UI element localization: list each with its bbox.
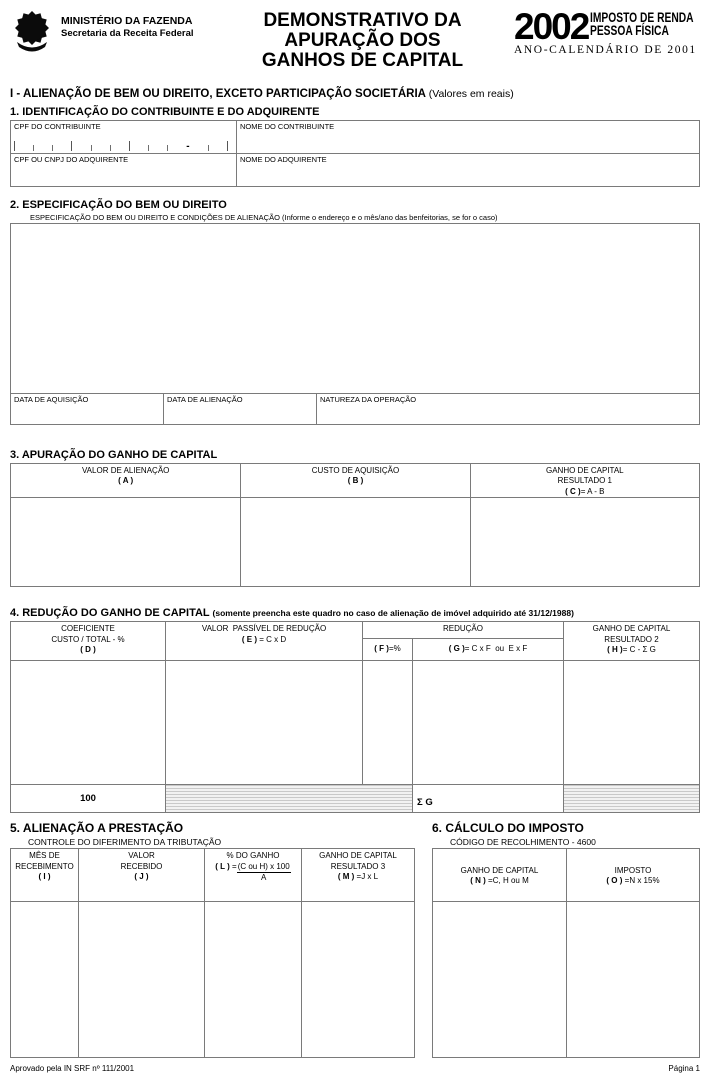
imposto-o-input[interactable] bbox=[566, 902, 699, 1057]
ganho-capital-h-input[interactable] bbox=[563, 661, 699, 784]
col-n-label: GANHO DE CAPITAL bbox=[460, 865, 539, 875]
col-c-formula: = A - B bbox=[580, 486, 605, 496]
section4-total-row bbox=[11, 784, 699, 812]
col-i-key: ( I ) bbox=[38, 871, 51, 881]
section4-title-text: 4. REDUÇÃO DO GANHO DE CAPITAL bbox=[10, 607, 210, 620]
section4-body bbox=[11, 661, 699, 784]
col-e-formula: = C x D bbox=[256, 634, 287, 644]
mes-recebimento-header bbox=[11, 849, 78, 901]
hatched-area bbox=[165, 785, 412, 812]
col-n-key: ( N ) bbox=[470, 876, 486, 886]
coeficiente-d-input[interactable] bbox=[11, 661, 165, 784]
col-f-header bbox=[362, 638, 412, 660]
reducao-header bbox=[362, 622, 563, 638]
custo-aquisicao-b-input[interactable] bbox=[240, 498, 469, 586]
section1-title: 1. IDENTIFICAÇÃO DO CONTRIBUINTE E DO ADQUIRENTE bbox=[10, 106, 320, 118]
col-g-key: ( G ) bbox=[448, 644, 465, 654]
cpf-tick bbox=[148, 145, 149, 151]
tax-name bbox=[590, 10, 694, 38]
section6-body bbox=[433, 902, 699, 1057]
ganho-capital-2-header bbox=[563, 622, 699, 660]
col-c-label1: GANHO DE CAPITAL bbox=[545, 466, 624, 475]
section5-header bbox=[11, 849, 414, 902]
col-d-label2: CUSTO / TOTAL - % bbox=[51, 634, 125, 644]
cpf-tick bbox=[227, 141, 228, 151]
col-l-equals: = bbox=[229, 861, 237, 871]
reducao-g-input[interactable] bbox=[412, 661, 563, 784]
col-g-formula: = C x F ou E x F bbox=[464, 644, 528, 654]
cpf-cnpj-adquirente-input[interactable] bbox=[11, 154, 236, 186]
valor-recebido-j-input[interactable] bbox=[78, 902, 204, 1057]
year-block bbox=[514, 8, 700, 56]
section2-bottom-row bbox=[11, 393, 699, 424]
section4-title-note: (somente preencha este quadro no caso de alienação de imóvel adquirido até 31/12/1988) bbox=[212, 608, 574, 619]
section1-row2 bbox=[11, 153, 699, 186]
section3-table bbox=[10, 463, 700, 587]
coeficiente-header bbox=[11, 622, 165, 660]
col-e-label: VALOR PASSÍVEL DE REDUÇÃO bbox=[201, 624, 327, 634]
section6-header bbox=[433, 849, 699, 902]
col-b-key: ( B ) bbox=[347, 476, 364, 486]
cpf-tick bbox=[129, 141, 130, 151]
col-j-label2: RECEBIDO bbox=[120, 861, 163, 871]
values-note: (Valores em reais) bbox=[428, 88, 514, 100]
cpf-tick bbox=[33, 145, 34, 151]
col-c-label2: RESULTADO 1 bbox=[557, 476, 613, 486]
cpf-contribuinte-label: CPF DO CONTRIBUINTE bbox=[14, 122, 101, 131]
nome-adquirente-label: NOME DO ADQUIRENTE bbox=[240, 155, 327, 164]
col-j-key: ( J ) bbox=[134, 871, 149, 881]
part-i-title: I - ALIENAÇÃO DE BEM OU DIREITO, EXCETO PARTICIPAÇÃO SOCIETÁRIA bbox=[10, 88, 426, 100]
ganho-capital-1-header bbox=[470, 464, 699, 497]
section1-table bbox=[10, 120, 700, 187]
section1-row1 bbox=[11, 121, 699, 153]
section4-title bbox=[10, 607, 700, 619]
form-title-line2: APURAÇÃO DOS bbox=[284, 30, 441, 52]
col-h-formula: = C - Σ G bbox=[622, 644, 656, 654]
col-l-fraction bbox=[237, 862, 291, 884]
form-header bbox=[10, 8, 700, 82]
ganho-capital-c-input[interactable] bbox=[470, 498, 699, 586]
valor-alienacao-a-input[interactable] bbox=[11, 498, 240, 586]
col-l-label: % DO GANHO bbox=[226, 851, 280, 861]
ministry-name: MINISTÉRIO DA FAZENDA bbox=[61, 15, 193, 27]
col-a-label: VALOR DE ALIENAÇÃO bbox=[81, 466, 170, 475]
cpf-digit-separators bbox=[14, 140, 228, 151]
percent-ganho-header bbox=[204, 849, 301, 901]
col-g-header bbox=[412, 638, 563, 660]
col-l-numerator: (C ou H) x 100 bbox=[237, 862, 291, 873]
nome-contribuinte-label: NOME DO CONTRIBUINTE bbox=[240, 122, 335, 131]
col-e-key: ( E ) bbox=[241, 634, 257, 644]
ganho-capital-m-input[interactable] bbox=[301, 902, 414, 1057]
cpf-tick bbox=[110, 145, 111, 151]
ministry-block bbox=[61, 8, 211, 39]
col-a-key: ( A ) bbox=[118, 476, 134, 486]
col-l-denominator: A bbox=[261, 872, 267, 882]
cpf-tick bbox=[52, 145, 53, 151]
col-h-label1: GANHO DE CAPITAL bbox=[592, 624, 671, 634]
ganho-capital-n-input[interactable] bbox=[433, 902, 566, 1057]
percent-ganho-l-input[interactable] bbox=[204, 902, 301, 1057]
natureza-operacao-input[interactable] bbox=[316, 394, 699, 424]
valor-passivel-header bbox=[165, 622, 362, 660]
col-d-key: ( D ) bbox=[80, 644, 96, 654]
valor-recebido-header bbox=[78, 849, 204, 901]
cpf-tick bbox=[91, 145, 92, 151]
section4-table bbox=[10, 621, 700, 813]
page-number: Página 1 bbox=[668, 1064, 700, 1074]
valor-passivel-e-input[interactable] bbox=[165, 661, 362, 784]
section5 bbox=[10, 821, 415, 1058]
form-title bbox=[211, 8, 514, 71]
col-j-label1: VALOR bbox=[128, 851, 155, 861]
sections-5-6-row bbox=[10, 821, 700, 1058]
data-aquisicao-label: DATA DE AQUISIÇÃO bbox=[14, 395, 89, 404]
form-title-line1: DEMONSTRATIVO DA bbox=[263, 10, 462, 31]
part-i-heading bbox=[10, 88, 700, 100]
calendar-year-line: ANO-CALENDÁRIO DE 2001 bbox=[514, 44, 697, 57]
cpf-tick bbox=[167, 145, 168, 151]
custo-aquisicao-header bbox=[240, 464, 469, 497]
section6-title: 6. CÁLCULO DO IMPOSTO bbox=[432, 821, 584, 836]
imposto-header bbox=[566, 849, 699, 901]
section5-body bbox=[11, 902, 414, 1057]
sigma-g-label: Σ G bbox=[417, 797, 433, 809]
col-l-key: ( L ) bbox=[215, 861, 230, 871]
natureza-operacao-label: NATUREZA DA OPERAÇÃO bbox=[320, 395, 417, 404]
especificacao-textarea[interactable] bbox=[11, 224, 699, 393]
valor-alienacao-header bbox=[11, 464, 240, 497]
col-h-key: ( H ) bbox=[607, 644, 623, 654]
section2-box bbox=[10, 223, 700, 425]
data-alienacao-input[interactable] bbox=[163, 394, 316, 424]
coeficiente-total-value: 100 bbox=[80, 793, 96, 805]
tax-name-line2: PESSOA FÍSICA bbox=[590, 22, 670, 38]
reducao-label: REDUÇÃO bbox=[442, 624, 483, 634]
hatched-area bbox=[563, 785, 699, 812]
especificacao-label: ESPECIFICAÇÃO DO BEM OU DIREITO E CONDIÇÕES DE ALIENAÇÃO (Informe o endereço e o mês/ano das benfeitorias, se for o caso) bbox=[30, 213, 498, 222]
col-f-key: ( F ) bbox=[374, 644, 389, 654]
col-i-label2: RECEBIMENTO bbox=[15, 861, 74, 871]
cpf-contribuinte-input[interactable] bbox=[11, 121, 236, 153]
col-m-label1: GANHO DE CAPITAL bbox=[319, 851, 397, 861]
section5-subtitle: CONTROLE DO DIFERIMENTO DA TRIBUTAÇÃO bbox=[28, 837, 222, 848]
cpf-cnpj-adquirente-label: CPF OU CNPJ DO ADQUIRENTE bbox=[14, 155, 129, 164]
col-o-label: IMPOSTO bbox=[614, 865, 652, 875]
exercise-year: 2002 bbox=[514, 6, 589, 47]
cpf-dash: - bbox=[186, 141, 190, 152]
approval-note: Aprovado pela IN SRF nº 111/2001 bbox=[10, 1064, 135, 1074]
ganho-capital-3-header bbox=[301, 849, 414, 901]
col-h-label2: RESULTADO 2 bbox=[604, 634, 659, 644]
section6 bbox=[432, 821, 700, 1058]
data-aquisicao-input[interactable] bbox=[11, 394, 163, 424]
secretariat-name: Secretaria da Receita Federal bbox=[61, 27, 194, 39]
col-i-label1: MÊS DE bbox=[29, 851, 60, 861]
col-f-formula: =% bbox=[388, 644, 401, 654]
col-b-label: CUSTO DE AQUISIÇÃO bbox=[311, 466, 400, 475]
col-n-formula: =C, H ou M bbox=[485, 876, 529, 886]
ganho-capital-n-header bbox=[433, 849, 566, 901]
form-title-line3: GANHOS DE CAPITAL bbox=[261, 50, 464, 72]
section4-header bbox=[11, 622, 699, 661]
col-d-label1: COEFICIENTE bbox=[61, 624, 115, 634]
reducao-f-input[interactable] bbox=[362, 661, 412, 784]
section3-title: 3. APURAÇÃO DO GANHO DE CAPITAL bbox=[10, 449, 218, 461]
cpf-tick bbox=[208, 145, 209, 151]
coat-of-arms-icon bbox=[10, 8, 54, 56]
section5-table bbox=[10, 848, 415, 1058]
col-m-key: ( M ) bbox=[337, 871, 355, 881]
col-o-key: ( O ) bbox=[606, 876, 623, 886]
col-c-key: ( C ) bbox=[565, 486, 581, 496]
col-m-label2: RESULTADO 3 bbox=[330, 861, 386, 871]
mes-recebimento-i-input[interactable] bbox=[11, 902, 78, 1057]
soma-g-input[interactable] bbox=[412, 785, 563, 812]
col-m-formula: =J x L bbox=[354, 871, 379, 881]
tax-name-line1: IMPOSTO DE RENDA bbox=[590, 10, 694, 25]
nome-contribuinte-input[interactable] bbox=[236, 121, 699, 153]
page-footer bbox=[10, 1064, 700, 1073]
section5-title: 5. ALIENAÇÃO A PRESTAÇÃO bbox=[10, 821, 184, 836]
section2-title: 2. ESPECIFICAÇÃO DO BEM OU DIREITO bbox=[10, 199, 227, 211]
year-row bbox=[514, 6, 700, 47]
col-o-formula: =N x 15% bbox=[622, 876, 660, 886]
section3-body bbox=[11, 498, 699, 586]
cpf-tick bbox=[71, 141, 72, 151]
nome-adquirente-input[interactable] bbox=[236, 154, 699, 186]
cpf-tick bbox=[14, 141, 15, 151]
section6-subtitle: CÓDIGO DE RECOLHIMENTO - 4600 bbox=[450, 837, 596, 848]
section6-table bbox=[432, 848, 700, 1058]
section3-header bbox=[11, 464, 699, 498]
data-alienacao-label: DATA DE ALIENAÇÃO bbox=[167, 395, 243, 404]
